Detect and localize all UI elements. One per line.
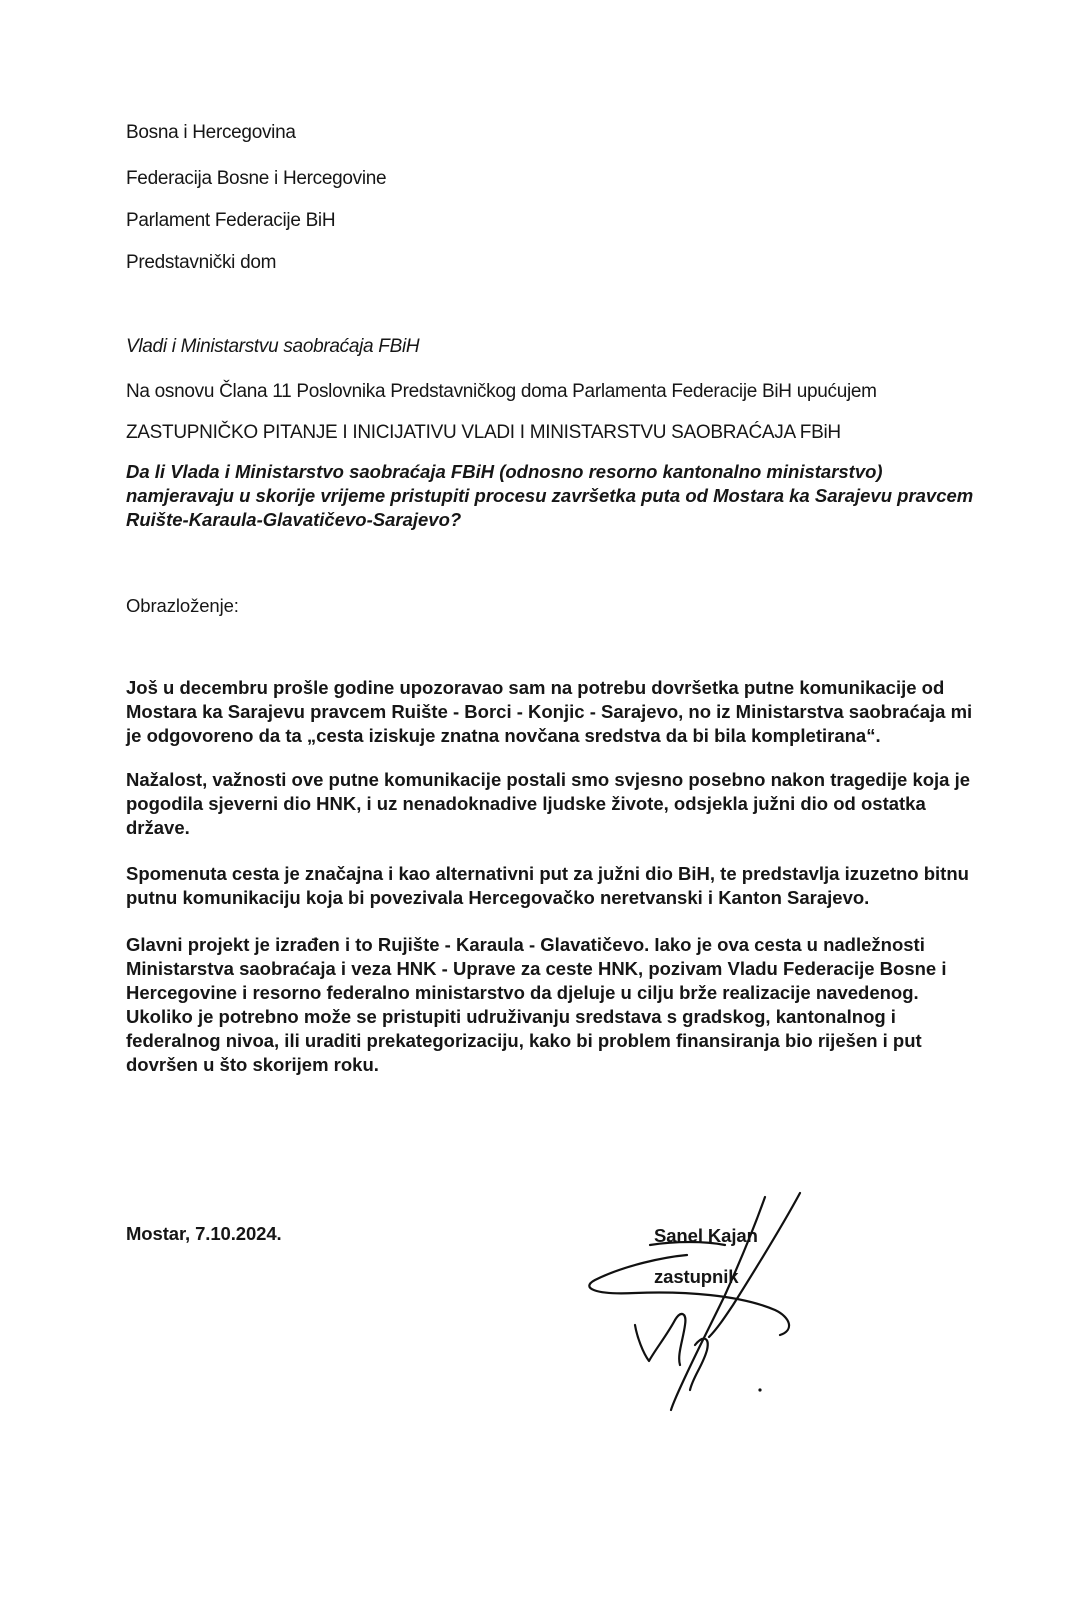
paragraph-2 bbox=[126, 768, 970, 840]
question-line: Da li Vlada i Ministarstvo saobraćaja FBiH (odnosno resorno kantonalno ministarstvo) bbox=[126, 461, 883, 482]
paragraph-1 bbox=[126, 676, 972, 748]
paragraph-line: Hercegovine i resorno federalno ministarstvo da djeluje u cilju brže realizacije navedenog. bbox=[126, 982, 919, 1003]
header-entity: Federacija Bosne i Hercegovine bbox=[126, 168, 387, 189]
paragraph-4 bbox=[126, 933, 946, 1077]
addressee: Vladi i Ministarstvu saobraćaja FBiH bbox=[126, 336, 420, 357]
explanation-heading: Obrazloženje: bbox=[126, 595, 239, 616]
paragraph-line: Ministarstva saobraćaja i veza HNK - Uprave za ceste HNK, pozivam Vladu Federacije Bosne i bbox=[126, 958, 947, 979]
header-country: Bosna i Hercegovina bbox=[126, 122, 296, 143]
paragraph-line: Ukoliko je potrebno može se pristupiti udruživanju sredstava s gradskog, kantonalnog i bbox=[126, 1006, 896, 1027]
legal-basis: Na osnovu Člana 11 Poslovnika Predstavničkog doma Parlamenta Federacije BiH upućujem bbox=[126, 381, 877, 402]
subject-title: ZASTUPNIČKO PITANJE I INICIJATIVU VLADI I MINISTARSTVU SAOBRAĆAJA FBiH bbox=[126, 422, 841, 443]
paragraph-line: Spomenuta cesta je značajna i kao alternativni put za južni dio BiH, te predstavlja izuzetno bitnu bbox=[126, 863, 969, 884]
paragraph-line: dovršen u što skorijem roku. bbox=[126, 1054, 379, 1075]
paragraph-line: Glavni projekt je izrađen i to Rujište - Karaula - Glavatičevo. Iako je ova cesta u nadležnosti bbox=[126, 934, 925, 955]
signer-name: Sanel Kajan bbox=[654, 1225, 758, 1246]
paragraph-3 bbox=[126, 862, 969, 910]
question-block bbox=[126, 460, 973, 532]
header-house: Predstavnički dom bbox=[126, 252, 277, 273]
paragraph-line: Još u decembru prošle godine upozoravao sam na potrebu dovršetka putne komunikacije od bbox=[126, 677, 945, 698]
place-date: Mostar, 7.10.2024. bbox=[126, 1223, 282, 1244]
handwritten-signature bbox=[575, 1185, 815, 1425]
paragraph-line: Mostara ka Sarajevu pravcem Ruište - Borci - Konjic - Sarajevo, no iz Ministarstva saobraćaja mi bbox=[126, 701, 973, 722]
question-line: namjeravaju u skorije vrijeme pristupiti procesu završetka puta od Mostara ka Sarajevu pravcem bbox=[126, 485, 974, 506]
paragraph-line: putnu komunikaciju koja bi povezivala Hercegovačko neretvanski i Kanton Sarajevo. bbox=[126, 887, 870, 908]
header-parliament: Parlament Federacije BiH bbox=[126, 210, 336, 231]
paragraph-line: federalnog nivoa, ili uraditi prekategorizaciju, kako bi problem finansiranja bio riješen i put bbox=[126, 1030, 922, 1051]
paragraph-line: Nažalost, važnosti ove putne komunikacije postali smo svjesno posebno nakon tragedije koja je bbox=[126, 769, 971, 790]
paragraph-line: pogodila sjeverni dio HNK, i uz nenadoknadive ljudske živote, odsjekla južni dio od ostatka bbox=[126, 793, 926, 814]
paragraph-line: je odgovoreno da ta „cesta iziskuje znatna novčana sredstva da bi bila kompletirana“. bbox=[126, 725, 881, 746]
signer-title: zastupnik bbox=[654, 1266, 739, 1287]
question-line: Ruište-Karaula-Glavatičevo-Sarajevo? bbox=[126, 509, 462, 530]
paragraph-line: države. bbox=[126, 817, 190, 838]
